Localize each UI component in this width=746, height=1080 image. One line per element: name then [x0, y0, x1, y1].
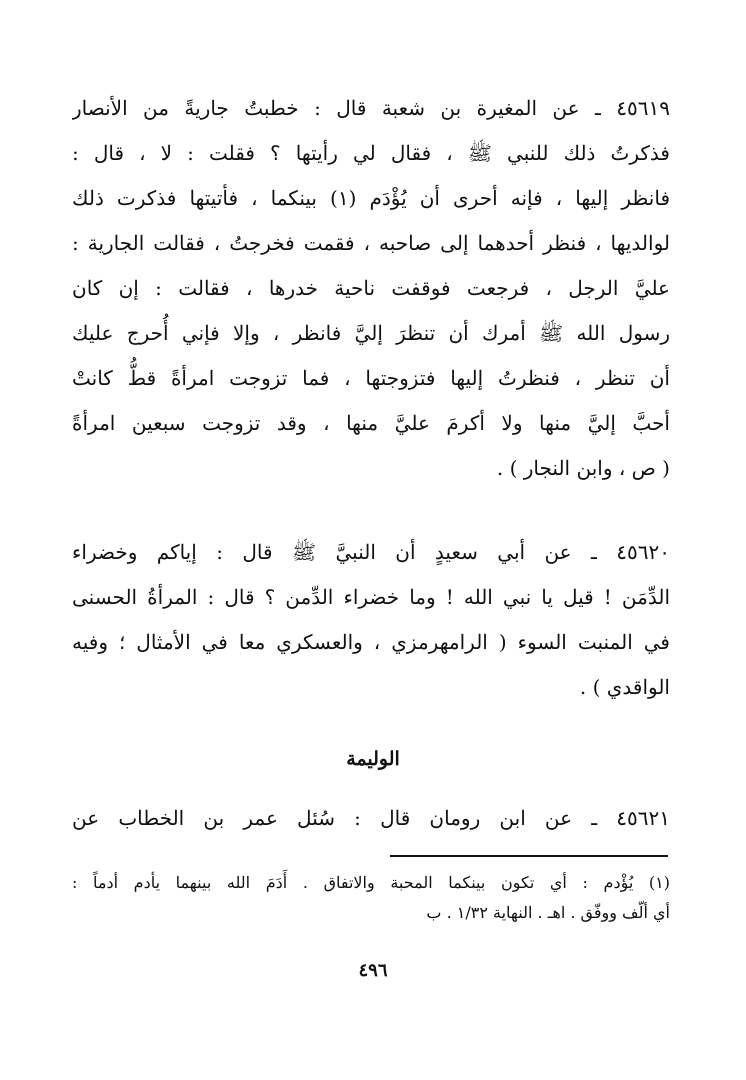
footnote-line: (١) يُؤْدم : أي تكون بينكما المحبة والاتفاق . أَدَمَ الله بينهما يأدم أدماً :: [72, 873, 670, 892]
text-line: فانظر إليها ، فإنه أحرى أن يُؤْدَم (١) بينكما ، فأتيتها فذكرت ذلك: [72, 186, 670, 210]
text-line: فذكرتُ ذلك للنبي ﷺ ، فقال لي رأيتها ؟ فقلت : لا ، قال :: [72, 141, 670, 165]
section-heading: الوليمة: [346, 748, 400, 770]
text-line: الدِّمَن ! قيل يا نبي الله ! وما خضراء الدِّمن ؟ قال : المرأةُ الحسنى: [72, 585, 670, 609]
text-line: ٤٥٦٢٠ ـ عن أبي سعيدٍ أن النبيَّ ﷺ قال : إياكم وخضراء: [72, 540, 670, 564]
footnote-line: أي ألّف ووفّق . اهـ . النهاية ١/٣٢ . ب: [426, 903, 670, 922]
text-line: ( ص ، وابن النجار ) .: [496, 456, 670, 480]
text-line: لوالديها ، فنظر أحدهما إلى صاحبه ، فقمت فخرجتُ ، فقالت الجارية :: [72, 231, 670, 255]
text-line: رسول الله ﷺ أمرك أن تنظرَ إليَّ فانظر ، وإلا فإني أُحرج عليك: [72, 321, 670, 345]
hadith-45621-paragraph: [72, 796, 670, 841]
footnote: [72, 868, 670, 928]
page-number: ٤٩٦: [358, 960, 388, 981]
text-line: ٤٥٦١٩ ـ عن المغيرة بن شعبة قال : خطبتُ جاريةً من الأنصار: [72, 96, 670, 120]
hadith-45620-paragraph: [72, 530, 670, 710]
hadith-45619-paragraph: [72, 86, 670, 491]
footnote-divider: [390, 855, 668, 857]
text-line: أن تنظر ، فنظرتُ إليها فتزوجتها ، فما تزوجت امرأةً قطُّ كانتْ: [72, 366, 670, 390]
text-line: في المنبت السوء ( الرامهرمزي ، والعسكري معا في الأمثال ؛ وفيه: [72, 630, 670, 654]
text-line: ٤٥٦٢١ ـ عن ابن رومان قال : سُئل عمر بن الخطاب عن: [72, 806, 670, 830]
text-line: أحبَّ إليَّ منها ولا أكرمَ عليَّ منها ، وقد تزوجت سبعين امرأةً: [72, 411, 670, 435]
text-line: عليَّ الرجل ، فرجعت فوقفت ناحية خدرها ، فقالت : إن كان: [72, 276, 670, 300]
text-line: الواقدي ) .: [579, 675, 670, 699]
